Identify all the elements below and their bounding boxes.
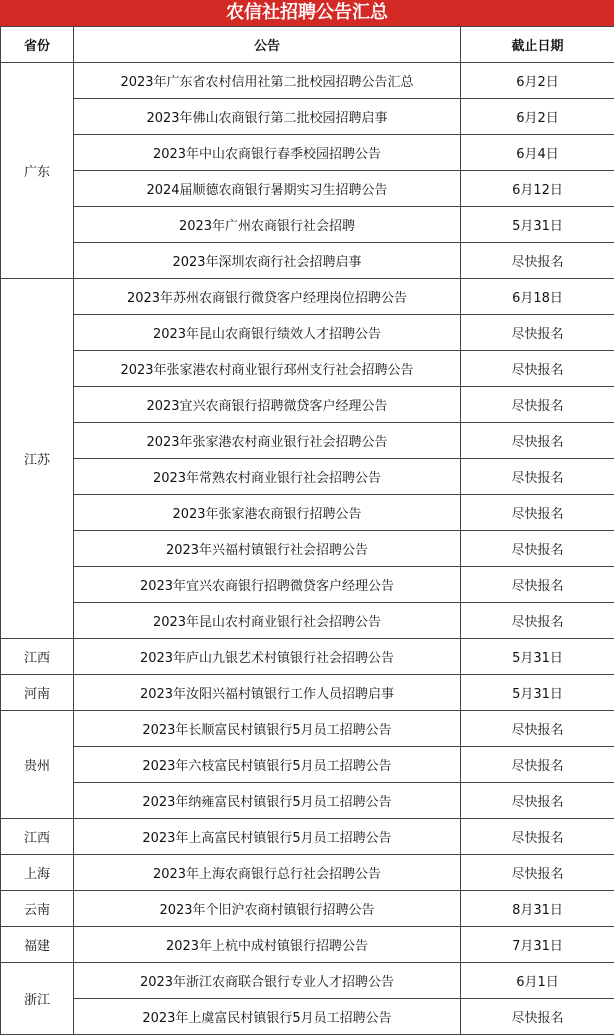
deadline-cell: 尽快报名 (461, 567, 614, 603)
table-row (1, 99, 614, 135)
table-row (1, 531, 614, 567)
table-row (1, 351, 614, 387)
table-header-row (1, 27, 614, 63)
table-row (1, 783, 614, 819)
deadline-cell: 7月31日 (461, 927, 614, 963)
notice-cell: 2023年苏州农商银行微贷客户经理岗位招聘公告 (74, 279, 461, 315)
notice-cell: 2023年长顺富民村镇银行5月员工招聘公告 (74, 711, 461, 747)
province-cell: 福建 (1, 927, 74, 963)
deadline-cell: 6月2日 (461, 99, 614, 135)
notice-cell: 2023年上杭中成村镇银行招聘公告 (74, 927, 461, 963)
notice-cell: 2023年六枝富民村镇银行5月员工招聘公告 (74, 747, 461, 783)
deadline-cell: 尽快报名 (461, 747, 614, 783)
deadline-cell: 尽快报名 (461, 603, 614, 639)
deadline-cell: 6月2日 (461, 63, 614, 99)
table-row (1, 423, 614, 459)
page-title: 农信社招聘公告汇总 (0, 0, 614, 26)
notice-cell: 2023年上高富民村镇银行5月员工招聘公告 (74, 819, 461, 855)
table-row (1, 999, 614, 1035)
deadline-cell: 尽快报名 (461, 243, 614, 279)
deadline-cell: 尽快报名 (461, 999, 614, 1035)
notice-cell: 2023年广东省农村信用社第二批校园招聘公告汇总 (74, 63, 461, 99)
province-cell: 江苏 (1, 279, 74, 639)
table-row (1, 207, 614, 243)
deadline-cell: 尽快报名 (461, 819, 614, 855)
province-cell: 河南 (1, 675, 74, 711)
deadline-cell: 6月4日 (461, 135, 614, 171)
table-row (1, 279, 614, 315)
province-cell: 江西 (1, 639, 74, 675)
deadline-cell: 5月31日 (461, 639, 614, 675)
table-body (1, 63, 614, 1035)
table-row (1, 171, 614, 207)
notice-cell: 2023年佛山农商银行第二批校园招聘启事 (74, 99, 461, 135)
notice-cell: 2023宜兴农商银行招聘微贷客户经理公告 (74, 387, 461, 423)
table-row (1, 459, 614, 495)
deadline-cell: 尽快报名 (461, 783, 614, 819)
table-row (1, 711, 614, 747)
province-cell: 浙江 (1, 963, 74, 1035)
header-notice: 公告 (74, 27, 461, 63)
notice-cell: 2023年中山农商银行春季校园招聘公告 (74, 135, 461, 171)
deadline-cell: 6月1日 (461, 963, 614, 999)
notice-cell: 2023年纳雍富民村镇银行5月员工招聘公告 (74, 783, 461, 819)
table-row (1, 315, 614, 351)
table-row (1, 927, 614, 963)
notice-cell: 2023年昆山农村商业银行社会招聘公告 (74, 603, 461, 639)
table-row (1, 387, 614, 423)
recruitment-table (0, 26, 614, 1035)
province-cell: 上海 (1, 855, 74, 891)
province-cell: 云南 (1, 891, 74, 927)
deadline-cell: 尽快报名 (461, 459, 614, 495)
deadline-cell: 尽快报名 (461, 423, 614, 459)
table-row (1, 855, 614, 891)
table-row (1, 603, 614, 639)
deadline-cell: 尽快报名 (461, 855, 614, 891)
deadline-cell: 尽快报名 (461, 711, 614, 747)
notice-cell: 2023年兴福村镇银行社会招聘公告 (74, 531, 461, 567)
header-province: 省份 (1, 27, 74, 63)
notice-cell: 2023年张家港农村商业银行社会招聘公告 (74, 423, 461, 459)
deadline-cell: 尽快报名 (461, 315, 614, 351)
province-cell: 广东 (1, 63, 74, 279)
notice-cell: 2023年常熟农村商业银行社会招聘公告 (74, 459, 461, 495)
table-row (1, 747, 614, 783)
deadline-cell: 尽快报名 (461, 495, 614, 531)
deadline-cell: 6月12日 (461, 171, 614, 207)
deadline-cell: 尽快报名 (461, 531, 614, 567)
notice-cell: 2023年广州农商银行社会招聘 (74, 207, 461, 243)
table-row (1, 495, 614, 531)
deadline-cell: 尽快报名 (461, 351, 614, 387)
deadline-cell: 8月31日 (461, 891, 614, 927)
province-cell: 贵州 (1, 711, 74, 819)
header-deadline: 截止日期 (461, 27, 614, 63)
notice-cell: 2023年上虞富民村镇银行5月员工招聘公告 (74, 999, 461, 1035)
table-row (1, 567, 614, 603)
notice-cell: 2023年上海农商银行总行社会招聘公告 (74, 855, 461, 891)
deadline-cell: 5月31日 (461, 207, 614, 243)
province-cell: 江西 (1, 819, 74, 855)
deadline-cell: 尽快报名 (461, 387, 614, 423)
notice-cell: 2023年浙江农商联合银行专业人才招聘公告 (74, 963, 461, 999)
notice-cell: 2023年庐山九银艺术村镇银行社会招聘公告 (74, 639, 461, 675)
notice-cell: 2023年汝阳兴福村镇银行工作人员招聘启事 (74, 675, 461, 711)
table-row (1, 963, 614, 999)
table-row (1, 675, 614, 711)
notice-cell: 2023年昆山农商银行绩效人才招聘公告 (74, 315, 461, 351)
notice-cell: 2023年宜兴农商银行招聘微贷客户经理公告 (74, 567, 461, 603)
notice-cell: 2023年张家港农商银行招聘公告 (74, 495, 461, 531)
table-row (1, 639, 614, 675)
table-row (1, 135, 614, 171)
notice-cell: 2024届顺德农商银行暑期实习生招聘公告 (74, 171, 461, 207)
table-row (1, 243, 614, 279)
table-row (1, 63, 614, 99)
notice-cell: 2023年深圳农商行社会招聘启事 (74, 243, 461, 279)
notice-cell: 2023年张家港农村商业银行邳州支行社会招聘公告 (74, 351, 461, 387)
deadline-cell: 6月18日 (461, 279, 614, 315)
notice-cell: 2023年个旧沪农商村镇银行招聘公告 (74, 891, 461, 927)
table-row (1, 819, 614, 855)
table-row (1, 891, 614, 927)
deadline-cell: 5月31日 (461, 675, 614, 711)
